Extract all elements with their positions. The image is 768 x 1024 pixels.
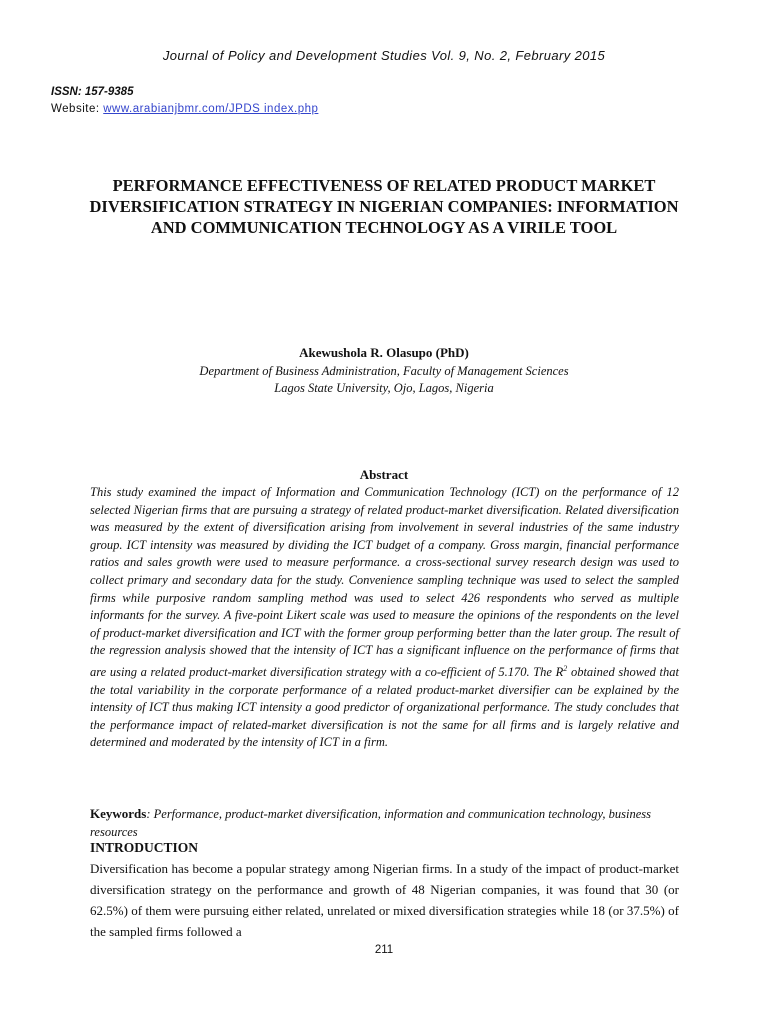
page-number: 211: [374, 944, 394, 956]
issn-line: ISSN: 157-9385: [51, 86, 134, 98]
keywords-line: [90, 805, 679, 841]
journal-running-head: Journal of Policy and Development Studies Vol. 9, No. 2, February 2015: [162, 48, 606, 63]
keywords-text: : Performance, product-market diversification, information and communication technology, business resources: [90, 807, 652, 839]
r-squared-symbol: R: [555, 665, 564, 680]
author-department: Department of Business Administration, Faculty of Management Sciences: [199, 364, 569, 378]
introduction-heading: INTRODUCTION: [90, 840, 199, 855]
website-link[interactable]: www.arabianjbmr.com/JPDS index.php: [103, 103, 319, 115]
abstract-heading: Abstract: [359, 467, 409, 482]
author-institution: Lagos State University, Ojo, Lagos, Nigeria: [274, 381, 494, 395]
introduction-body: Diversification has become a popular strategy among Nigerian firms. In a study of the impact of product-market diversification strategy on the performance and growth of 48 Nigerian companies, it was found that 30 (or 62.5%) of them were pursuing either related, unrelated or mixed diversification strategies while 18 (or 37.5%) of the sampled firms followed a: [90, 861, 679, 939]
r-squared-superscript: 2: [563, 663, 568, 673]
website-line: [51, 103, 318, 115]
abstract-text-part2: obtained showed that the total variability in the corporate performance of a related product-market diversifier can be explained by the intensity of ICT thus making ICT intensity a good predictor of organizational performance. The study concludes that the performance impact of related-market diversification is not the same for all firms and is largely relative and determined and moderated by the intensity of ICT in a firm.: [90, 665, 679, 750]
author-name: Akewushola R. Olasupo (PhD): [299, 345, 469, 360]
abstract-body: [90, 484, 679, 752]
abstract-text-part1: This study examined the impact of Information and Communication Technology (ICT) on the performance of 12 selected Nigerian firms that are pursuing a strategy of related product-market diversification. Related diversification was measured by the extent of diversification arising from involvement in several industries of the same industry group. ICT intensity was measured by dividing the ICT budget of a company. Gross margin, financial performance ratios and sales growth were used to measure performance. a cross-sectional survey research design was used to collect primary and secondary data for the study. Convenience sampling technique was used to select the sampled firms while purposive random sampling method was used to select 426 respondents who served as multiple informants for the survey. A five-point Likert scale was used to measure the opinions of the respondents on the level of product-market diversification and ICT with the former group performing better than the later group. The result of the regression analysis showed that the intensity of ICT has a significant influence on the performance of firms that are using a related product-market diversification strategy with a co-efficient of 5.170. The: [90, 485, 679, 680]
paper-title: PERFORMANCE EFFECTIVENESS OF RELATED PRODUCT MARKET DIVERSIFICATION STRATEGY IN NIGERIAN COMPANIES: INFORMATION AND COMMUNICATION TECHNOLOGY AS A VIRILE TOOL: [89, 176, 679, 237]
keywords-label: Keywords: [90, 806, 147, 821]
author-affiliation: [0, 363, 768, 397]
website-label: Website:: [51, 103, 104, 115]
